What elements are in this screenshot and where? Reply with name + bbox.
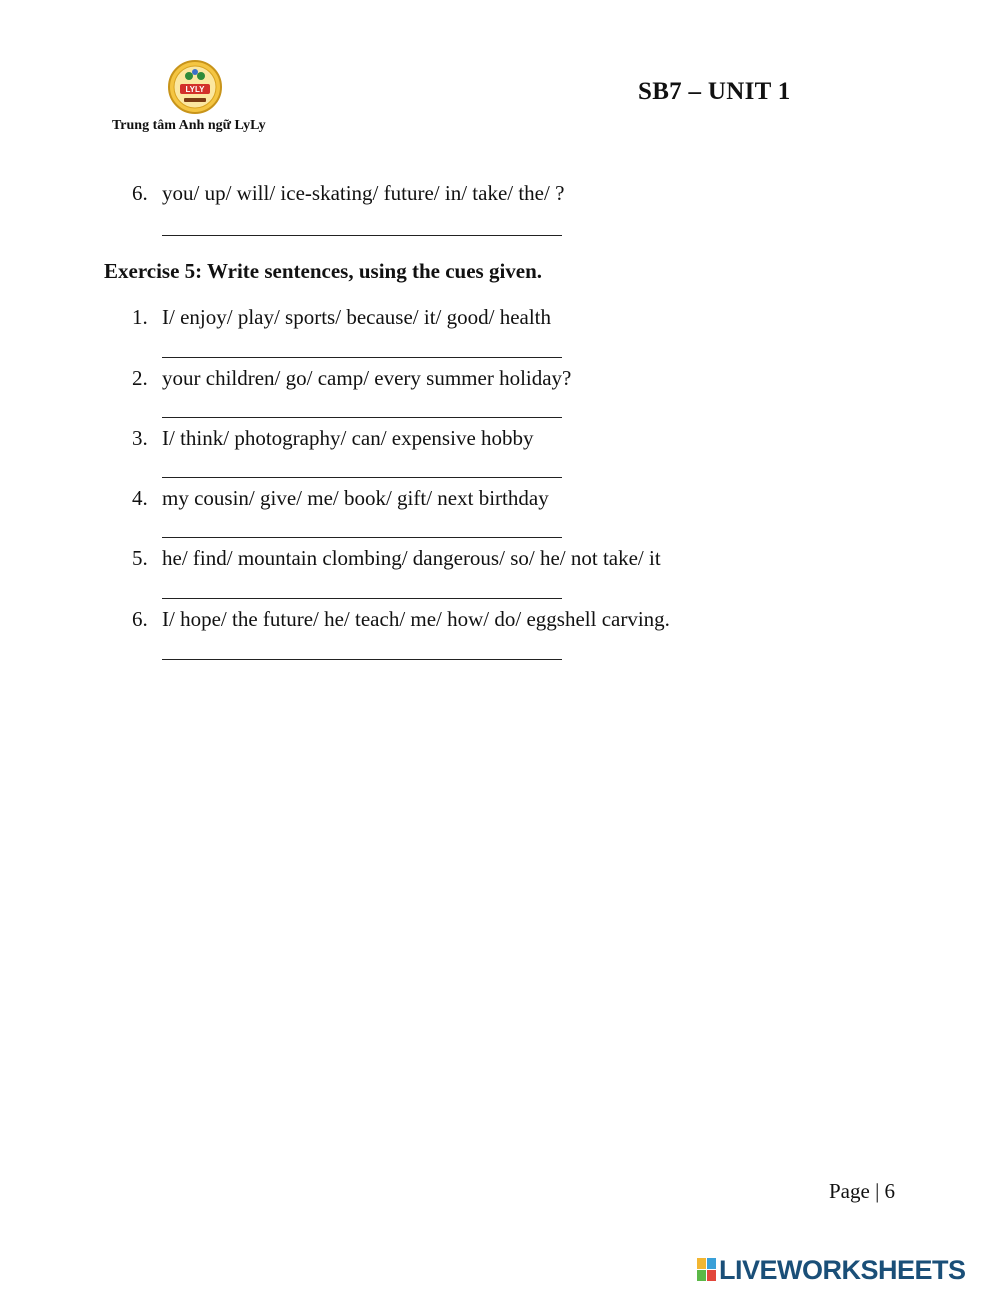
item-number: 2. xyxy=(132,366,148,390)
center-name: Trung tâm Anh ngữ LyLy xyxy=(112,118,266,133)
exercise-5-title: Exercise 5: Write sentences, using the cues given. xyxy=(104,259,543,283)
exercise-5-item-5 xyxy=(132,546,661,571)
item-cue: I/ enjoy/ play/ sports/ because/ it/ good/ health xyxy=(162,305,552,329)
brand-name: LIVEWORKSHEETS xyxy=(719,1254,966,1285)
liveworksheets-brand[interactable] xyxy=(697,1255,966,1285)
item-number: 1. xyxy=(132,305,148,329)
item-cue: your children/ go/ camp/ every summer holiday? xyxy=(162,366,572,390)
item-number: 4. xyxy=(132,486,148,510)
item-cue: you/ up/ will/ ice-skating/ future/ in/ take/ the/ ? xyxy=(162,181,565,205)
item-number: 5. xyxy=(132,546,148,570)
exercise-5-item-2 xyxy=(132,366,571,391)
answer-line-1[interactable] xyxy=(162,357,562,358)
item-number: 3. xyxy=(132,426,148,450)
answer-line-6[interactable] xyxy=(162,659,562,660)
exercise-5-item-4 xyxy=(132,486,549,511)
exercise-5-item-6 xyxy=(132,607,670,632)
answer-line-2[interactable] xyxy=(162,417,562,418)
exercise-5-item-1 xyxy=(132,305,551,330)
item-cue: my cousin/ give/ me/ book/ gift/ next birthday xyxy=(162,486,549,510)
item-cue: I/ think/ photography/ can/ expensive hobby xyxy=(162,426,534,450)
logo-text: LYLY xyxy=(185,85,205,94)
liveworksheets-logo-icon xyxy=(697,1258,717,1282)
item-number: 6. xyxy=(132,607,148,631)
answer-line-4[interactable] xyxy=(162,537,562,538)
page-number: Page | 6 xyxy=(829,1179,896,1203)
prev-exercise-item-6 xyxy=(132,181,564,206)
item-cue: he/ find/ mountain clombing/ dangerous/ so/ he/ not take/ it xyxy=(162,546,661,570)
item-cue: I/ hope/ the future/ he/ teach/ me/ how/ do/ eggshell carving. xyxy=(162,607,670,631)
lyly-logo xyxy=(166,60,224,114)
answer-line-5[interactable] xyxy=(162,598,562,599)
unit-title: SB7 – UNIT 1 xyxy=(638,78,791,105)
answer-line-3[interactable] xyxy=(162,477,562,478)
answer-line[interactable] xyxy=(162,235,562,236)
item-number: 6. xyxy=(132,181,148,205)
exercise-5-item-3 xyxy=(132,426,534,451)
